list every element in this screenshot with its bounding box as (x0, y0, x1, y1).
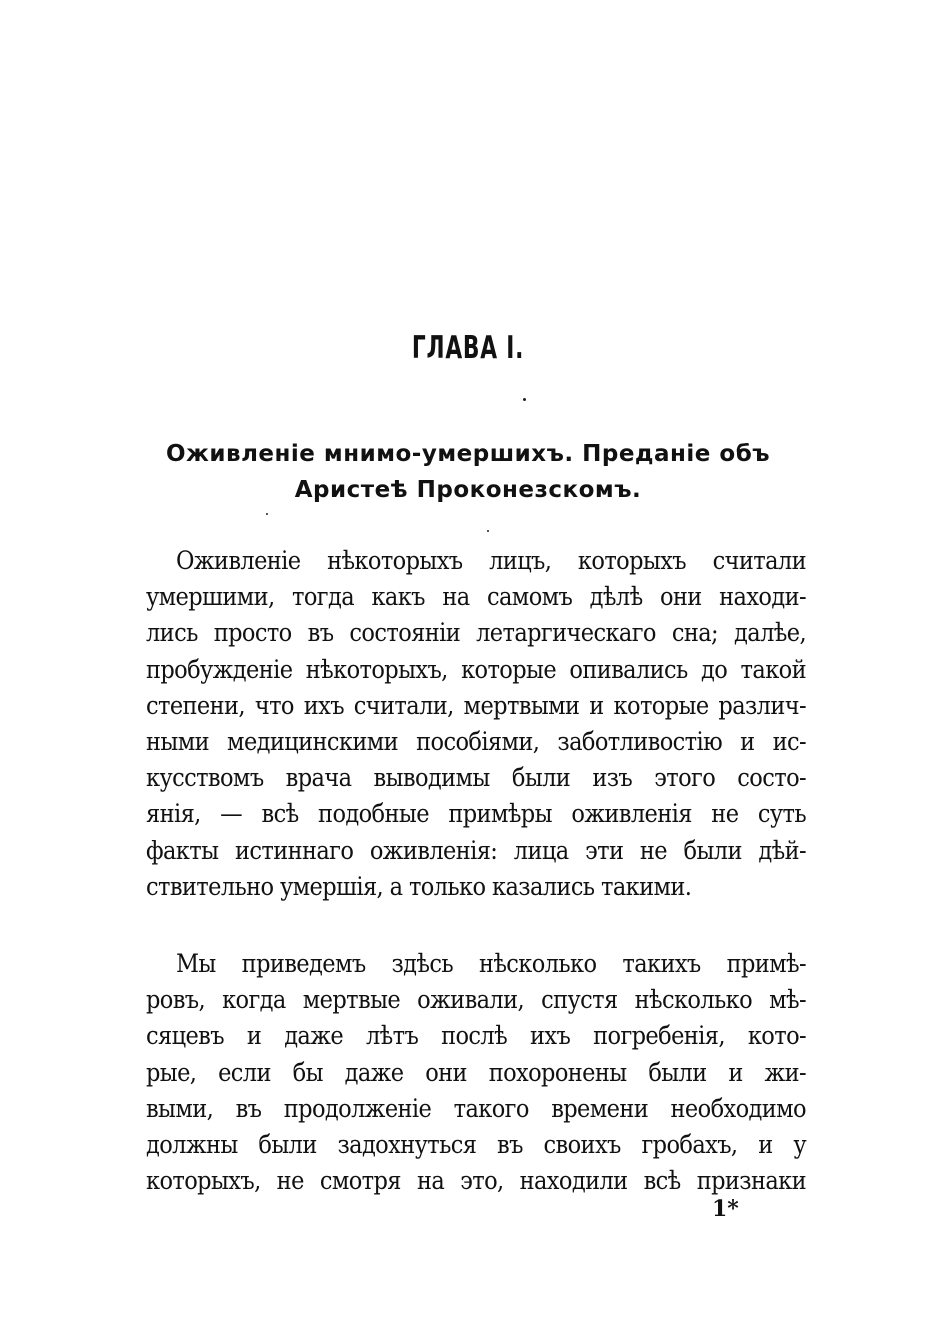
print-speck (266, 513, 268, 515)
paragraph-1 (146, 543, 806, 905)
paragraph-2 (146, 946, 806, 1199)
text-line: умершими, тогда какъ на самомъ дѣлѣ они находи- (146, 582, 806, 612)
section-heading-line: Аристеѣ Проконезскомъ. (294, 477, 642, 503)
text-line: должны были задохнуться въ своихъ гробахъ, и у (146, 1130, 806, 1160)
text-line: пробужденіе нѣкоторыхъ, которые опивались до такой (146, 654, 806, 684)
signature-mark: 1* (712, 1196, 739, 1222)
text-line: выми, въ продолженіе такого времени необходимо (146, 1093, 806, 1123)
text-line: ствительно умершія, а только казались такими. (146, 871, 692, 901)
text-line: ными медицинскими пособіями, заботливостію и ис- (146, 727, 806, 757)
text-line: рые, если бы даже они похоронены были и жи- (146, 1057, 806, 1087)
text-line: янія, — всѣ подобные примѣры оживленія не суть (146, 799, 806, 829)
section-heading (100, 436, 836, 508)
text-line: лись просто въ состояніи летаргическаго сна; далѣе, (146, 618, 806, 648)
text-line: степени, что ихъ считали, мертвыми и которые различ- (146, 690, 806, 720)
chapter-title: ГЛАВА I. (411, 330, 525, 366)
text-line: ровъ, когда мертвые оживали, спустя нѣсколько мѣ- (146, 985, 806, 1015)
text-line: факты истиннаго оживленія: лица эти не были дѣй- (146, 835, 806, 865)
print-speck (523, 398, 526, 401)
text-line: Оживленіе нѣкоторыхъ лицъ, которыхъ считали (176, 546, 806, 575)
print-speck (487, 530, 489, 532)
text-line: сяцевъ и даже лѣтъ послѣ ихъ погребенія, кото- (146, 1021, 806, 1051)
text-line: Мы приведемъ здѣсь нѣсколько такихъ примѣ- (176, 949, 806, 978)
text-line: кусствомъ врача выводимы были изъ этого состо- (146, 763, 806, 793)
section-heading-line: Оживленіе мнимо-умершихъ. Преданіе объ (165, 441, 771, 467)
text-line: которыхъ, не смотря на это, находили всѣ признаки (146, 1166, 806, 1196)
